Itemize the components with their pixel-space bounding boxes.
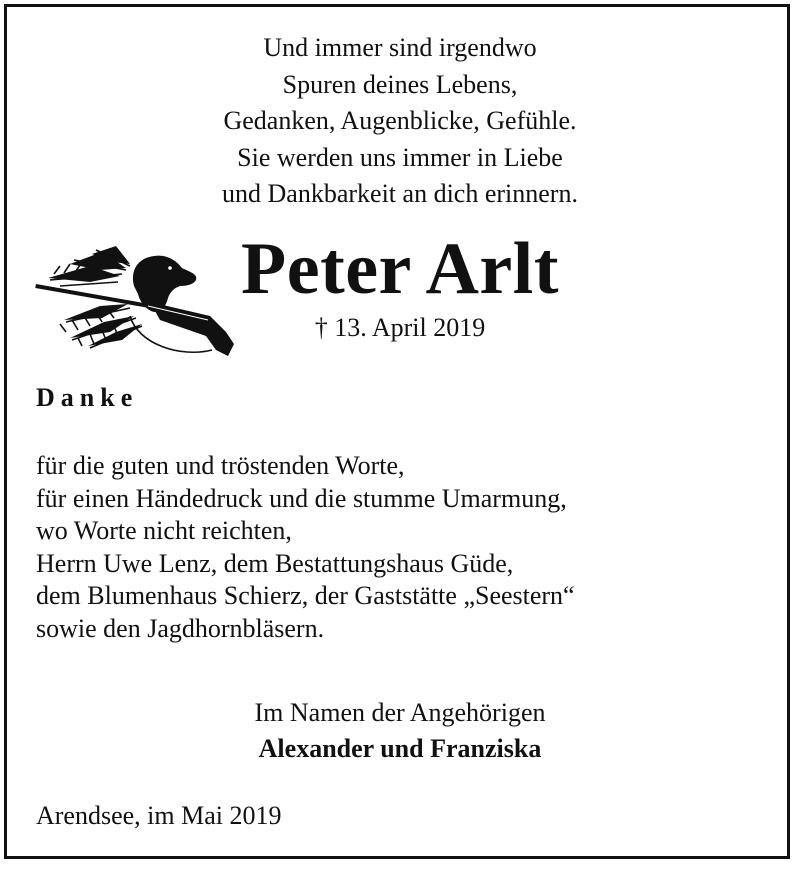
- poem-line: Und immer sind irgendwo: [263, 33, 537, 62]
- poem-line: Spuren deines Lebens,: [282, 69, 518, 99]
- thanks-line: Herrn Uwe Lenz, dem Bestattungshaus Güde,: [36, 548, 514, 578]
- thanks-heading: Danke: [36, 383, 139, 412]
- poem-line: und Dankbarkeit an dich erinnern.: [222, 179, 578, 208]
- thanks-line: dem Blumenhaus Schierz, der Gaststätte „Seestern“: [36, 581, 575, 611]
- thanks-line: für die guten und tröstenden Worte,: [36, 451, 405, 480]
- poem-line: Sie werden uns immer in Liebe: [237, 142, 563, 172]
- signature-names: Alexander und Franziska: [258, 734, 542, 763]
- thanks-line: für einen Händedruck und die stumme Umarmung,: [36, 483, 567, 513]
- death-date: [0, 310, 800, 346]
- poem-line: Gedanken, Augenblicke, Gefühle.: [223, 106, 577, 135]
- memorial-poem: [0, 30, 800, 213]
- thanks-line: wo Worte nicht reichten,: [36, 516, 292, 546]
- signature-intro: Im Namen der Angehörigen: [254, 698, 546, 727]
- signature-block: [0, 695, 800, 767]
- thanks-line: sowie den Jagdhornbläsern.: [36, 613, 325, 643]
- place-and-date: Arendsee, im Mai 2019: [36, 801, 282, 830]
- thanks-text: [36, 450, 575, 646]
- death-date-text: † 13. April 2019: [314, 313, 486, 342]
- deceased-name: Peter Arlt: [241, 228, 559, 310]
